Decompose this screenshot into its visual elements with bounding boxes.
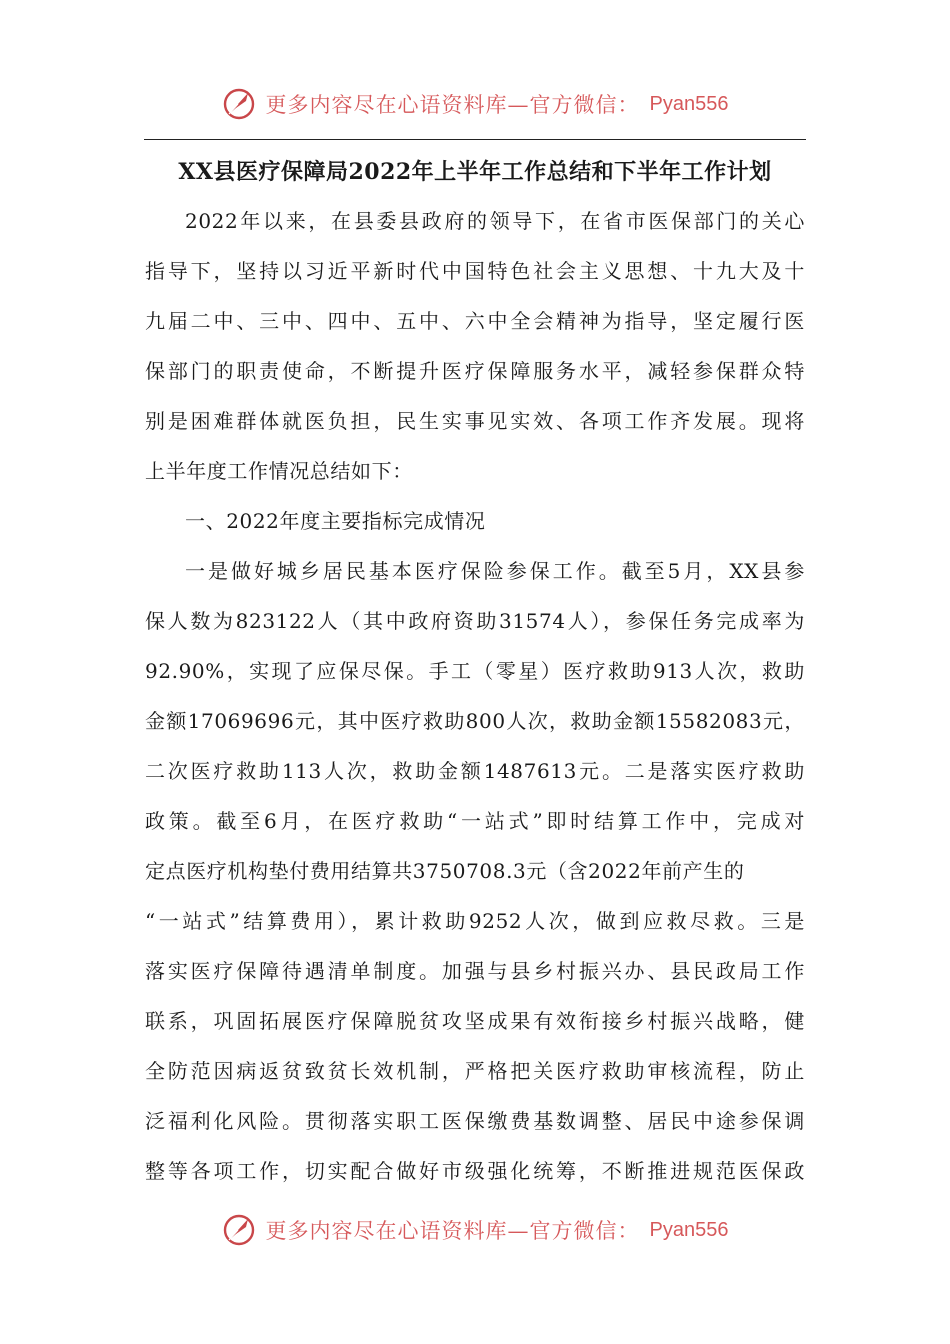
paragraph-line: 落实医疗保障待遇清单制度。加强与县乡村振兴办、县民政局工作 [145, 959, 805, 983]
paragraph-line: 一是做好城乡居民基本医疗保险参保工作。截至5月，XX县参 [185, 559, 805, 583]
paragraph-line: 别是困难群体就医负担，民生实事见实效、各项工作齐发展。现将 [145, 409, 805, 433]
paragraph-line: 全防范因病返贫致贫长效机制，严格把关医疗救助审核流程，防止 [145, 1059, 805, 1083]
watermark-wechat-id: Pyan556 [649, 92, 729, 115]
paragraph-line: 保人数为823122人（其中政府资助31574人），参保任务完成率为 [145, 609, 805, 633]
watermark-wechat-id: Pyan556 [649, 1218, 729, 1241]
paragraph-line: 整等各项工作，切实配合做好市级强化统筹，不断推进规范医保政 [145, 1159, 805, 1183]
paragraph-line: 定点医疗机构垫付费用结算共3750708.3元（含2022年前产生的 [145, 859, 745, 883]
paragraph-line: 2022年以来，在县委县政府的领导下，在省市医保部门的关心 [185, 209, 805, 233]
watermark-brand-text: 更多内容尽在心语资料库—官方微信： [265, 93, 640, 117]
document-title: XX县医疗保障局2022年上半年工作总结和下半年工作计划 [178, 159, 772, 185]
document-body [145, 196, 805, 1196]
paragraph-line: 联系，巩固拓展医疗保障脱贫攻坚成果有效衔接乡村振兴战略，健 [145, 1009, 805, 1033]
quill-logo-icon [222, 87, 256, 121]
paragraph-line: 二次医疗救助113人次，救助金额1487613元。二是落实医疗救助 [145, 759, 805, 783]
paragraph-line: “一站式”结算费用），累计救助9252人次，做到应救尽救。三是 [145, 909, 805, 933]
header-watermark [0, 82, 950, 126]
paragraph-line: 泛福利化风险。贯彻落实职工医保缴费基数调整、居民中途参保调 [145, 1109, 805, 1133]
watermark-brand-text: 更多内容尽在心语资料库—官方微信： [265, 1219, 640, 1243]
paragraph-line: 指导下，坚持以习近平新时代中国特色社会主义思想、十九大及十 [145, 259, 805, 283]
section-heading: 一、2022年度主要指标完成情况 [185, 509, 486, 533]
paragraph-line: 九届二中、三中、四中、五中、六中全会精神为指导，坚定履行医 [145, 309, 805, 333]
paragraph-line: 政策。截至6月，在医疗救助“一站式”即时结算工作中，完成对 [145, 809, 805, 833]
footer-watermark [0, 1208, 950, 1252]
paragraph-line: 92.90%，实现了应保尽保。手工（零星）医疗救助913人次，救助 [145, 659, 805, 683]
header-divider [144, 139, 806, 140]
paragraph-line: 上半年度工作情况总结如下： [145, 459, 413, 483]
quill-logo-icon [222, 1213, 256, 1247]
paragraph-line: 金额17069696元，其中医疗救助800人次，救助金额15582083元， [145, 709, 805, 733]
paragraph-line: 保部门的职责使命，不断提升医疗保障服务水平，减轻参保群众特 [145, 359, 805, 383]
